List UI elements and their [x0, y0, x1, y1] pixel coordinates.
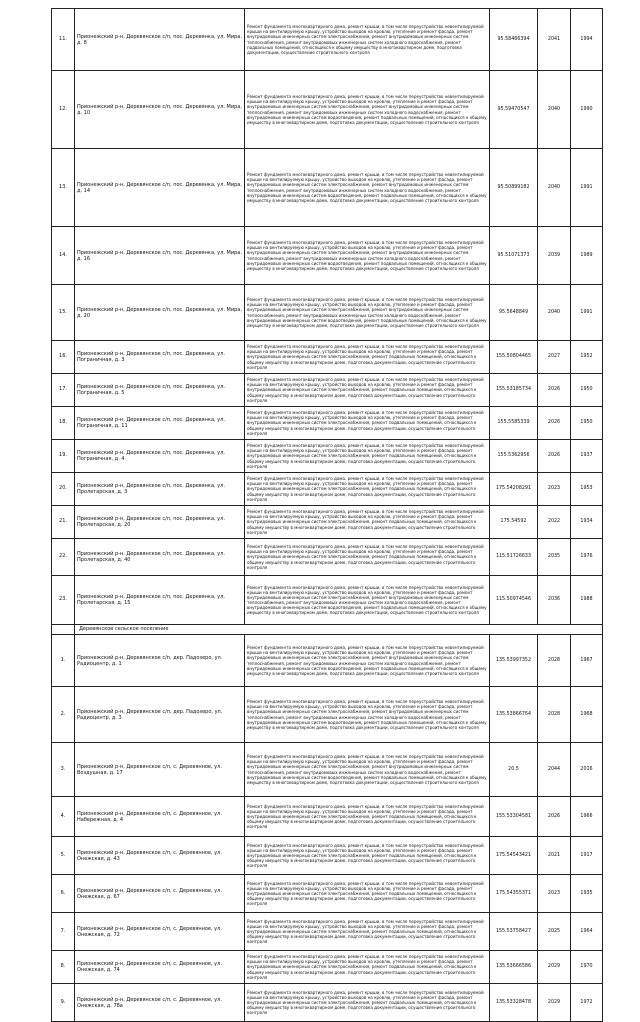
planned-year-cell: 2026: [538, 440, 571, 473]
address-cell: Прионежский р-н, Деревянское с/п, пос. Деревянка, ул. Пролетарская, д. 15: [75, 576, 245, 625]
address-cell: Прионежский р-н, Деревянское с/п, с. Деревянное, ул. Онежская, д. 78а: [75, 984, 245, 1022]
table-row: [52, 913, 603, 951]
row-number: 17.: [52, 374, 75, 407]
cost-cell: 95.59470547: [490, 71, 538, 149]
work-description-cell: Ремонт фундамента многоквартирного дома, ремонт крыши, в том числе переустройство невентилируемой крыши на вентилируемую крышу, устройство выходов на кровлю, утепление и ремонт фасада, ремонт внутридомовых инженерных систем электроснабжения, ремонт внутридомовых инженерных систем теплоснабжения, ремонт внутридомовых инженерных систем холодного водоснабжения, ремонт внутридомовых инженерных систем водоотведения, ремонт подвальных помещений, относящихся к общему имуществу в многоквартирном доме, подготовка документации, осуществление строительного контроля: [245, 743, 490, 797]
table-row: [52, 285, 603, 341]
table-row: [52, 837, 603, 875]
table-row: [52, 341, 603, 374]
address-cell: Прионежский р-н, Деревянское с/п, пос. Деревянка, ул. Мира, д. 8: [75, 9, 245, 71]
table-row: [52, 440, 603, 473]
section-heading-row: [52, 625, 603, 635]
row-number: 6.: [52, 875, 75, 913]
work-description-cell: Ремонт фундамента многоквартирного дома, ремонт крыши, в том числе переустройство невентилируемой крыши на вентилируемую крышу, устройство выходов на кровлю, утепление и ремонт фасада, ремонт внутридомовых инженерных систем электроснабжения, ремонт внутридомовых инженерных систем теплоснабжения, ремонт внутридомовых инженерных систем холодного водоснабжения, ремонт внутридомовых инженерных систем водоотведения, ремонт подвальных помещений, относящихся к общему имуществу в многоквартирном доме, подготовка документации, осуществление строительного контроля: [245, 687, 490, 743]
cost-cell: 95.50899182: [490, 149, 538, 227]
cost-cell: 155.53304581: [490, 797, 538, 837]
work-description-cell: Ремонт фундамента многоквартирного дома, ремонт крыши, в том числе переустройство невентилируемой крыши на вентилируемую крышу, устройство выходов на кровлю, утепление и ремонт фасада, ремонт внутридомовых инженерных систем электроснабжения, ремонт подвальных помещений, относящихся к общему имуществу в многоквартирном доме, подготовка документации, осуществление строительного контроля: [245, 875, 490, 913]
row-number: 8.: [52, 951, 75, 984]
work-description-cell: Ремонт фундамента многоквартирного дома, ремонт крыши, в том числе переустройство невентилируемой крыши на вентилируемую крышу, устройство выходов на кровлю, утепление и ремонт фасада, ремонт внутридомовых инженерных систем электроснабжения, ремонт подвальных помещений, относящихся к общему имуществу в многоквартирном доме, подготовка документации, осуществление строительного контроля: [245, 539, 490, 576]
table-body-section-a: [52, 9, 603, 625]
address-cell: Прионежский р-н, Деревянское с/п, с. Деревянное, ул. Воздушная, д. 17: [75, 743, 245, 797]
address-cell: Прионежский р-н, Деревянское с/п, пос. Деревянка, ул. Пограничная, д. 4: [75, 440, 245, 473]
table-row: [52, 797, 603, 837]
row-number: 14.: [52, 227, 75, 285]
repair-program-table: [51, 8, 603, 1022]
built-year-cell: 1934: [571, 506, 603, 539]
cost-cell: 20.5: [490, 743, 538, 797]
table-row: [52, 539, 603, 576]
address-cell: Прионежский р-н, Деревянское с/п, пос. Деревянка, ул. Мира, д. 14: [75, 149, 245, 227]
row-number: 15.: [52, 285, 75, 341]
built-year-cell: 1991: [571, 285, 603, 341]
section-heading: Деревянское сельское поселение: [75, 625, 603, 635]
work-description-cell: Ремонт фундамента многоквартирного дома, ремонт крыши, в том числе переустройство невентилируемой крыши на вентилируемую крышу, устройство выходов на кровлю, утепление и ремонт фасада, ремонт внутридомовых инженерных систем электроснабжения, ремонт подвальных помещений, относящихся к общему имуществу в многоквартирном доме, подготовка документации, осуществление строительного контроля: [245, 473, 490, 506]
planned-year-cell: 2023: [538, 473, 571, 506]
table-row: [52, 71, 603, 149]
planned-year-cell: 2036: [538, 576, 571, 625]
row-number: 23.: [52, 576, 75, 625]
built-year-cell: 1966: [571, 797, 603, 837]
row-number: 12.: [52, 71, 75, 149]
built-year-cell: 1964: [571, 913, 603, 951]
cost-cell: 155.5362956: [490, 440, 538, 473]
cost-cell: 135.53997352: [490, 635, 538, 687]
row-number: 20.: [52, 473, 75, 506]
built-year-cell: 1952: [571, 341, 603, 374]
table-row: [52, 576, 603, 625]
planned-year-cell: 2026: [538, 407, 571, 440]
built-year-cell: 2016: [571, 743, 603, 797]
cost-cell: 115.50974546: [490, 576, 538, 625]
planned-year-cell: 2029: [538, 984, 571, 1022]
built-year-cell: 1967: [571, 635, 603, 687]
address-cell: Прионежский р-н, Деревянское с/п, с. Деревянное, ул. Онежская, д. 43: [75, 837, 245, 875]
planned-year-cell: 2021: [538, 837, 571, 875]
document-page: [51, 8, 602, 1016]
address-cell: Прионежский р-н, Деревянское с/п, пос. Деревянка, ул. Мира, д. 16: [75, 227, 245, 285]
table-row: [52, 875, 603, 913]
address-cell: Прионежский р-н, Деревянское с/п, пос. Деревянка, ул. Мира, д. 20: [75, 285, 245, 341]
built-year-cell: 1917: [571, 837, 603, 875]
work-description-cell: Ремонт фундамента многоквартирного дома, ремонт крыши, в том числе переустройство невентилируемой крыши на вентилируемую крышу, устройство выходов на кровлю, утепление и ремонт фасада, ремонт внутридомовых инженерных систем электроснабжения, ремонт подвальных помещений, относящихся к общему имуществу в многоквартирном доме, подготовка документации, осуществление строительного контроля: [245, 506, 490, 539]
cost-cell: 155.5585339: [490, 407, 538, 440]
table-row: [52, 473, 603, 506]
row-number: 22.: [52, 539, 75, 576]
cost-cell: 115.51726633: [490, 539, 538, 576]
built-year-cell: 1976: [571, 539, 603, 576]
table-row: [52, 984, 603, 1022]
address-cell: Прионежский р-н, Деревянское с/п, пос. Деревянка, ул. Пограничная, д. 3: [75, 341, 245, 374]
planned-year-cell: 2035: [538, 539, 571, 576]
row-number: 16.: [52, 341, 75, 374]
work-description-cell: Ремонт фундамента многоквартирного дома, ремонт крыши, в том числе переустройство невентилируемой крыши на вентилируемую крышу, устройство выходов на кровлю, утепление и ремонт фасада, ремонт внутридомовых инженерных систем электроснабжения, ремонт подвальных помещений, относящихся к общему имуществу в многоквартирном доме, подготовка документации, осуществление строительного контроля: [245, 407, 490, 440]
built-year-cell: 1953: [571, 473, 603, 506]
table-row: [52, 407, 603, 440]
row-number: 2.: [52, 687, 75, 743]
work-description-cell: Ремонт фундамента многоквартирного дома, ремонт крыши, в том числе переустройство невентилируемой крыши на вентилируемую крышу, устройство выходов на кровлю, утепление и ремонт фасада, ремонт внутридомовых инженерных систем электроснабжения, ремонт подвальных помещений, относящихся к общему имуществу в многоквартирном доме, подготовка документации, осуществление строительного контроля: [245, 951, 490, 984]
planned-year-cell: 2028: [538, 687, 571, 743]
work-description-cell: Ремонт фундамента многоквартирного дома, ремонт крыши, в том числе переустройство невентилируемой крыши на вентилируемую крышу, устройство выходов на кровлю, утепление и ремонт фасада, ремонт внутридомовых инженерных систем электроснабжения, ремонт подвальных помещений, относящихся к общему имуществу в многоквартирном доме, подготовка документации, осуществление строительного контроля: [245, 440, 490, 473]
address-cell: Прионежский р-н, Деревянское с/п, пос. Деревянка, ул. Пролетарская, д. 40: [75, 539, 245, 576]
planned-year-cell: 2023: [538, 875, 571, 913]
work-description-cell: Ремонт фундамента многоквартирного дома, ремонт крыши, в том числе переустройство невентилируемой крыши на вентилируемую крышу, устройство выходов на кровлю, утепление и ремонт фасада, ремонт внутридомовых инженерных систем электроснабжения, ремонт внутридомовых инженерных систем теплоснабжения, ремонт внутридомовых инженерных систем холодного водоснабжения, ремонт внутридомовых инженерных систем водоотведения, ремонт подвальных помещений, относящихся к общему имуществу в многоквартирном доме, подготовка документации, осуществление строительного контроля: [245, 576, 490, 625]
row-number: 1.: [52, 635, 75, 687]
row-number: 5.: [52, 837, 75, 875]
built-year-cell: 1972: [571, 984, 603, 1022]
table-row: [52, 635, 603, 687]
cost-cell: 175.54592: [490, 506, 538, 539]
work-description-cell: Ремонт фундамента многоквартирного дома, ремонт крыши, в том числе переустройство невентилируемой крыши на вентилируемую крышу, устройство выходов на кровлю, утепление и ремонт фасада, ремонт внутридомовых инженерных систем электроснабжения, ремонт внутридомовых инженерных систем теплоснабжения, ремонт внутридомовых инженерных систем холодного водоснабжения, ремонт внутридомовых инженерных систем водоотведения, ремонт подвальных помещений, относящихся к общему имуществу в многоквартирном доме, подготовка документации, осуществление строительного контроля: [245, 149, 490, 227]
built-year-cell: 1970: [571, 951, 603, 984]
row-number: 3.: [52, 743, 75, 797]
section-heading-row-group: [52, 625, 603, 635]
row-number: 21.: [52, 506, 75, 539]
address-cell: Прионежский р-н, Деревянское с/п, дер. Падозеро, ул. Радиоцентр, д. 1: [75, 635, 245, 687]
cost-cell: 175.54543421: [490, 837, 538, 875]
built-year-cell: 1950: [571, 374, 603, 407]
row-number: 9.: [52, 984, 75, 1022]
address-cell: Прионежский р-н, Деревянское с/п, пос. Деревянка, ул. Пролетарская, д. 3: [75, 473, 245, 506]
work-description-cell: Ремонт фундамента многоквартирного дома, ремонт крыши, в том числе переустройство невентилируемой крыши на вентилируемую крышу, устройство выходов на кровлю, утепление и ремонт фасада, ремонт внутридомовых инженерных систем электроснабжения, ремонт подвальных помещений, относящихся к общему имуществу в многоквартирном доме, подготовка документации, осуществление строительного контроля: [245, 341, 490, 374]
planned-year-cell: 2025: [538, 913, 571, 951]
built-year-cell: 1935: [571, 875, 603, 913]
table-row: [52, 506, 603, 539]
built-year-cell: 1988: [571, 576, 603, 625]
cost-cell: 95.58466394: [490, 9, 538, 71]
row-number: 7.: [52, 913, 75, 951]
work-description-cell: Ремонт фундамента многоквартирного дома, ремонт крыши, в том числе переустройство невентилируемой крыши на вентилируемую крышу, устройство выходов на кровлю, утепление и ремонт фасада, ремонт внутридомовых инженерных систем электроснабжения, ремонт подвальных помещений, относящихся к общему имуществу в многоквартирном доме, подготовка документации, осуществление строительного контроля: [245, 374, 490, 407]
work-description-cell: Ремонт фундамента многоквартирного дома, ремонт крыши, в том числе переустройство невентилируемой крыши на вентилируемую крышу, устройство выходов на кровлю, утепление и ремонт фасада, ремонт внутридомовых инженерных систем электроснабжения, ремонт внутридомовых инженерных систем теплоснабжения, ремонт внутридомовых инженерных систем холодного водоснабжения, ремонт внутридомовых инженерных систем водоотведения, ремонт подвальных помещений, относящихся к общему имуществу в многоквартирном доме, подготовка документации, осуществление строительного контроля: [245, 71, 490, 149]
planned-year-cell: 2041: [538, 9, 571, 71]
cost-cell: 95.51071373: [490, 227, 538, 285]
work-description-cell: Ремонт фундамента многоквартирного дома, ремонт крыши, в том числе переустройство невентилируемой крыши на вентилируемую крышу, устройство выходов на кровлю, утепление и ремонт фасада, ремонт внутридомовых инженерных систем электроснабжения, ремонт внутридомовых инженерных систем теплоснабжения, ремонт внутридомовых инженерных систем холодного водоснабжения, ремонт внутридомовых инженерных систем водоотведения, ремонт подвальных помещений, относящихся к общему имуществу в многоквартирном доме, подготовка документации, осуществление строительного контроля: [245, 227, 490, 285]
built-year-cell: 1994: [571, 9, 603, 71]
cost-cell: 155.53758427: [490, 913, 538, 951]
address-cell: Прионежский р-н, Деревянское с/п, пос. Деревянка, ул. Пролетарская, д. 20: [75, 506, 245, 539]
table-row: [52, 9, 603, 71]
address-cell: Прионежский р-н, Деревянское с/п, пос. Деревянка, ул. Пограничная, д. 11: [75, 407, 245, 440]
built-year-cell: 1990: [571, 71, 603, 149]
work-description-cell: Ремонт фундамента многоквартирного дома, ремонт крыши, в том числе переустройство невентилируемой крыши на вентилируемую крышу, устройство выходов на кровлю, утепление и ремонт фасада, ремонт внутридомовых инженерных систем электроснабжения, ремонт подвальных помещений, относящихся к общему имуществу в многоквартирном доме, подготовка документации, осуществление строительного контроля: [245, 984, 490, 1022]
address-cell: Прионежский р-н, Деревянское с/п, дер. Падозеро, ул. Радиоцентр, д. 3: [75, 687, 245, 743]
table-row: [52, 149, 603, 227]
planned-year-cell: 2039: [538, 227, 571, 285]
built-year-cell: 1989: [571, 227, 603, 285]
planned-year-cell: 2040: [538, 71, 571, 149]
built-year-cell: 1968: [571, 687, 603, 743]
planned-year-cell: 2040: [538, 149, 571, 227]
cost-cell: 175.54208291: [490, 473, 538, 506]
table-body-section-b: [52, 635, 603, 1022]
address-cell: Прионежский р-н, Деревянское с/п, с. Деревянное, ул. Набережная, д. 4: [75, 797, 245, 837]
cost-cell: 135.53866764: [490, 687, 538, 743]
planned-year-cell: 2028: [538, 635, 571, 687]
built-year-cell: 1937: [571, 440, 603, 473]
planned-year-cell: 2029: [538, 951, 571, 984]
planned-year-cell: 2026: [538, 374, 571, 407]
row-number: 4.: [52, 797, 75, 837]
cost-cell: 155.50804465: [490, 341, 538, 374]
cost-cell: 155.53185734: [490, 374, 538, 407]
work-description-cell: Ремонт фундамента многоквартирного дома, ремонт крыши, в том числе переустройство невентилируемой крыши на вентилируемую крышу, устройство выходов на кровлю, утепление и ремонт фасада, ремонт внутридомовых инженерных систем электроснабжения, ремонт подвальных помещений, относящихся к общему имуществу в многоквартирном доме, подготовка документации, осуществление строительного контроля: [245, 837, 490, 875]
cost-cell: 135.53666586: [490, 951, 538, 984]
row-number: 18.: [52, 407, 75, 440]
cost-cell: 135.53328478: [490, 984, 538, 1022]
row-number: 13.: [52, 149, 75, 227]
work-description-cell: Ремонт фундамента многоквартирного дома, ремонт крыши, в том числе переустройство невентилируемой крыши на вентилируемую крышу, устройство выходов на кровлю, утепление и ремонт фасада, ремонт внутридомовых инженерных систем электроснабжения, ремонт внутридомовых инженерных систем теплоснабжения, ремонт внутридомовых инженерных систем холодного водоснабжения, ремонт внутридомовых инженерных систем водоотведения, ремонт подвальных помещений, относящихся к общему имуществу в многоквартирном доме, подготовка документации, осуществление строительного контроля: [245, 285, 490, 341]
planned-year-cell: 2022: [538, 506, 571, 539]
cost-cell: 175.54355371: [490, 875, 538, 913]
cost-cell: 95.5648849: [490, 285, 538, 341]
table-row: [52, 374, 603, 407]
table-row: [52, 951, 603, 984]
row-number: 19.: [52, 440, 75, 473]
planned-year-cell: 2040: [538, 285, 571, 341]
work-description-cell: Ремонт фундамента многоквартирного дома, ремонт крыши, в том числе переустройство невентилируемой крыши на вентилируемую крышу, устройство выходов на кровлю, утепление и ремонт фасада, ремонт внутридомовых инженерных систем электроснабжения, ремонт внутридомовых инженерных систем теплоснабжения, ремонт внутридомовых инженерных систем холодного водоснабжения, ремонт внутридомовых инженерных систем водоотведения, ремонт подвальных помещений, относящихся к общему имуществу в многоквартирном доме, подготовка документации, осуществление строительного контроля: [245, 635, 490, 687]
built-year-cell: 1991: [571, 149, 603, 227]
planned-year-cell: 2026: [538, 797, 571, 837]
planned-year-cell: 2027: [538, 341, 571, 374]
planned-year-cell: 2044: [538, 743, 571, 797]
table-row: [52, 227, 603, 285]
address-cell: Прионежский р-н, Деревянское с/п, пос. Деревянка, ул. Пограничная, д. 5: [75, 374, 245, 407]
address-cell: Прионежский р-н, Деревянское с/п, пос. Деревянка, ул. Мира, д. 10: [75, 71, 245, 149]
row-number: 11.: [52, 9, 75, 71]
built-year-cell: 1950: [571, 407, 603, 440]
work-description-cell: Ремонт фундамента многоквартирного дома, ремонт крыши, в том числе переустройство невентилируемой крыши на вентилируемую крышу, устройство выходов на кровлю, утепление и ремонт фасада, ремонт внутридомовых инженерных систем электроснабжения, ремонт подвальных помещений, относящихся к общему имуществу в многоквартирном доме, подготовка документации, осуществление строительного контроля: [245, 913, 490, 951]
table-row: [52, 687, 603, 743]
address-cell: Прионежский р-н, Деревянское с/п, с. Деревянное, ул. Онежская, д. 67: [75, 875, 245, 913]
work-description-cell: Ремонт фундамента многоквартирного дома, ремонт крыши, в том числе переустройство невентилируемой крыши на вентилируемую крышу, устройство выходов на кровлю, утепление и ремонт фасада, ремонт внутридомовых инженерных систем электроснабжения, ремонт подвальных помещений, относящихся к общему имуществу в многоквартирном доме, подготовка документации, осуществление строительного контроля: [245, 797, 490, 837]
address-cell: Прионежский р-н, Деревянское с/п, с. Деревянное, ул. Онежская, д. 72: [75, 913, 245, 951]
work-description-cell: Ремонт фундамента многоквартирного дома, ремонт крыши, в том числе переустройство невентилируемой крыши на вентилируемую крышу, устройство выходов на кровлю, утепление и ремонт фасада, ремонт внутридомовых инженерных систем электроснабжения, ремонт внутридомовых инженерных систем теплоснабжения, ремонт внутридомовых инженерных систем холодного водоснабжения, ремонт подвальных помещений, относящихся к общему имуществу в многоквартирном доме, подготовка документации, осуществление строительного контроля: [245, 9, 490, 71]
table-row: [52, 743, 603, 797]
address-cell: Прионежский р-н, Деревянское с/п, с. Деревянное, ул. Онежская, д. 74: [75, 951, 245, 984]
